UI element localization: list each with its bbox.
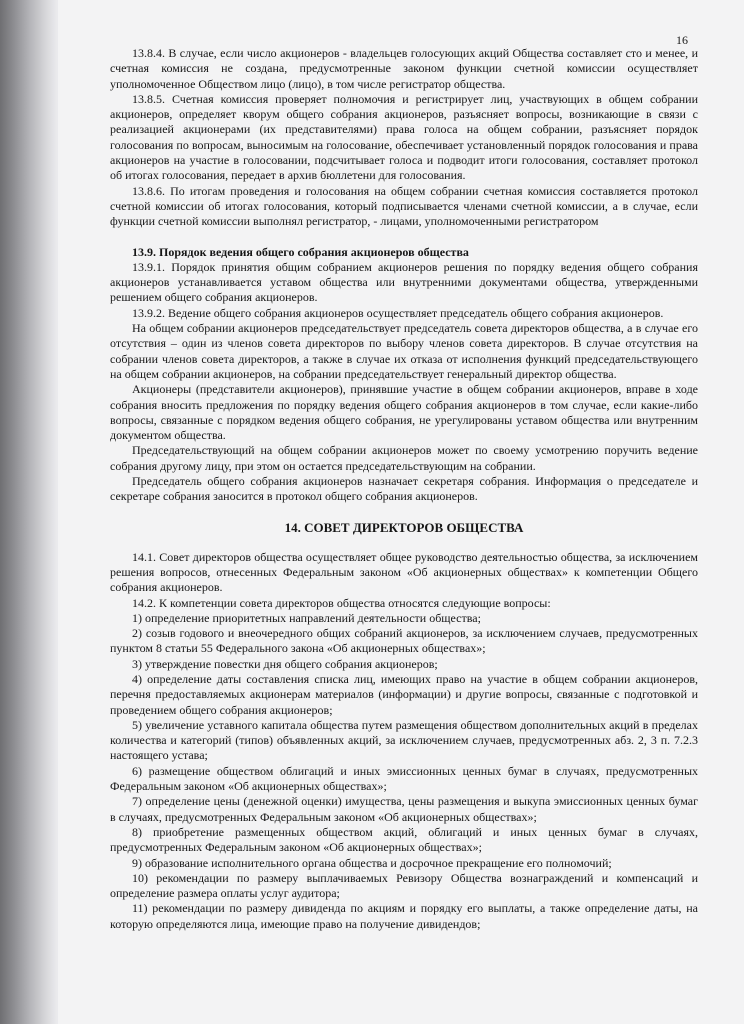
section-14-title: 14. СОВЕТ ДИРЕКТОРОВ ОБЩЕСТВА <box>284 519 524 535</box>
paragraph-13-8-4: 13.8.4. В случае, если число акционеров - владельцев голосующих акций Общества составляет сто и менее, и счетная комиссия не создана, предусмотренные законом функции счетной комиссии осуществляет уполномоченное Обществом лицо (лицо), в том числе регистратор общества. <box>110 46 698 91</box>
paragraph-14-1: 14.1. Совет директоров общества осуществляет общее руководство деятельностью общества, за исключением решения вопросов, отнесенных Федеральным законом «Об акционерных обществах» к компетенции Общего собрания акционеров. <box>110 549 698 595</box>
list-item-6: 6) размещение обществом облигаций и иных эмиссионных ценных бумаг в случаях, предусмотренных Федеральным законом «Об акционерных обществах»; <box>110 763 698 794</box>
paragraph-chairman: На общем собрании акционеров председательствует председатель совета директоров общества, а в случае его отсутствия – один из членов совета директоров по выбору членов совета директоров. В случае отсутствия на собрании членов совета директоров, а также в случае их отказа от исполнения функций председательствующего на общем собрании акционеров, на собрании председательствует генеральный директор общества. <box>110 321 698 381</box>
paragraph-secretary: Председатель общего собрания акционеров назначает секретаря собрания. Информация о председателе и секретаре собрания заносится в протокол общего собрания акционеров. <box>110 474 698 504</box>
list-item-1: 1) определение приоритетных направлений деятельности общества; <box>132 610 481 625</box>
paragraph-shareholder-proposals: Акционеры (представители акционеров), принявшие участие в общем собрании акционеров, вправе в ходе собрания вносить предложения по порядку ведения общего собрания акционеров в том случае, если какие-либо вопросы, связанные с порядком ведения общего собрания, не урегулированы уставом общества или внутренним документом общества. <box>110 382 698 443</box>
paragraph-delegation: Председательствующий на общем собрании акционеров может по своему усмотрению поручить ведение собрания другому лицу, при этом он остается председательствующим на собрании. <box>110 443 698 473</box>
document-body <box>110 46 698 932</box>
list-item-9: 9) образование исполнительного органа общества и досрочное прекращение его полномочий; <box>132 855 612 870</box>
page-number: 16 <box>676 33 688 47</box>
paragraph-14-2: 14.2. К компетенции совета директоров общества относятся следующие вопросы: <box>132 595 551 610</box>
paragraph-13-8-6: 13.8.6. По итогам проведения и голосования на общем собрании счетная комиссия составляется протокол счетной комиссии об итогах голосования, который подписывается членами счетной комиссии, а в случае, если функции счетной комиссии выполнял регистратор, - лицами, уполномоченными регистратором <box>110 183 698 229</box>
paragraph-13-8-5: 13.8.5. Счетная комиссия проверяет полномочия и регистрирует лиц, участвующих в общем собрании акционеров, определяет кворум общего собрания акционеров, разъясняет вопросы, возникающие в связи с реализацией акционерами (их представителями) права голоса на общем собрании, разъясняет порядок голосования по вопросам, выносимым на голосование, обеспечивает установленный порядок голосования и права акционеров на участие в голосовании, подсчитывает голоса и подводит итоги голосования, составляет протокол об итогах голосования, передает в архив бюллетени для голосования. <box>110 91 698 183</box>
list-item-8: 8) приобретение размещенных обществом акций, облигаций и иных ценных бумаг в случаях, предусмотренных Федеральным законом «Об акционерных обществах»; <box>110 824 698 855</box>
paragraph-13-9-1: 13.9.1. Порядок принятия общим собранием акционеров решения по порядку ведения общего собрания акционеров устанавливается уставом общества или внутренними документами общества, утвержденными решением общего собрания акционеров. <box>110 259 698 305</box>
paragraph-13-9-2: 13.9.2. Ведение общего собрания акционеров осуществляет председатель общего собрания акционеров. <box>132 305 664 320</box>
list-item-7: 7) определение цены (денежной оценки) имущества, цены размещения и выкупа эмиссионных ценных бумаг в случаях, предусмотренных Федеральным законом «Об акционерных обществах»; <box>110 794 698 824</box>
list-item-2: 2) созыв годового и внеочередного общих собраний акционеров, за исключением случаев, предусмотренных пунктом 8 статьи 55 Федерального закона «Об акционерных обществах»; <box>110 626 698 656</box>
list-item-3: 3) утверждение повестки дня общего собрания акционеров; <box>132 656 438 671</box>
list-item-11: 11) рекомендации по размеру дивиденда по акциям и порядку его выплаты, а также определение даты, на которую определяются лица, имеющие право на получение дивидендов; <box>110 901 698 931</box>
list-item-5: 5) увеличение уставного капитала общества путем размещения обществом дополнительных акций в пределах количества и категорий (типов) объявленных акций, за исключением случаев, предусмотренных абз. 2, 3 п. 7.2.3 настоящего устава; <box>110 717 698 763</box>
list-item-4: 4) определение даты составления списка лиц, имеющих право на участие в общем собрании акционеров, перечня предоставляемых акционерам материалов (информации) и другие вопросы, связанные с подготовкой и проведением общего собрания акционеров; <box>110 671 698 717</box>
section-13-9-heading: 13.9. Порядок ведения общего собрания акционеров общества <box>132 244 469 259</box>
list-item-10: 10) рекомендации по размеру выплачиваемых Ревизору Общества вознаграждений и компенсаций и определение размера оплаты услуг аудитора; <box>110 870 698 901</box>
